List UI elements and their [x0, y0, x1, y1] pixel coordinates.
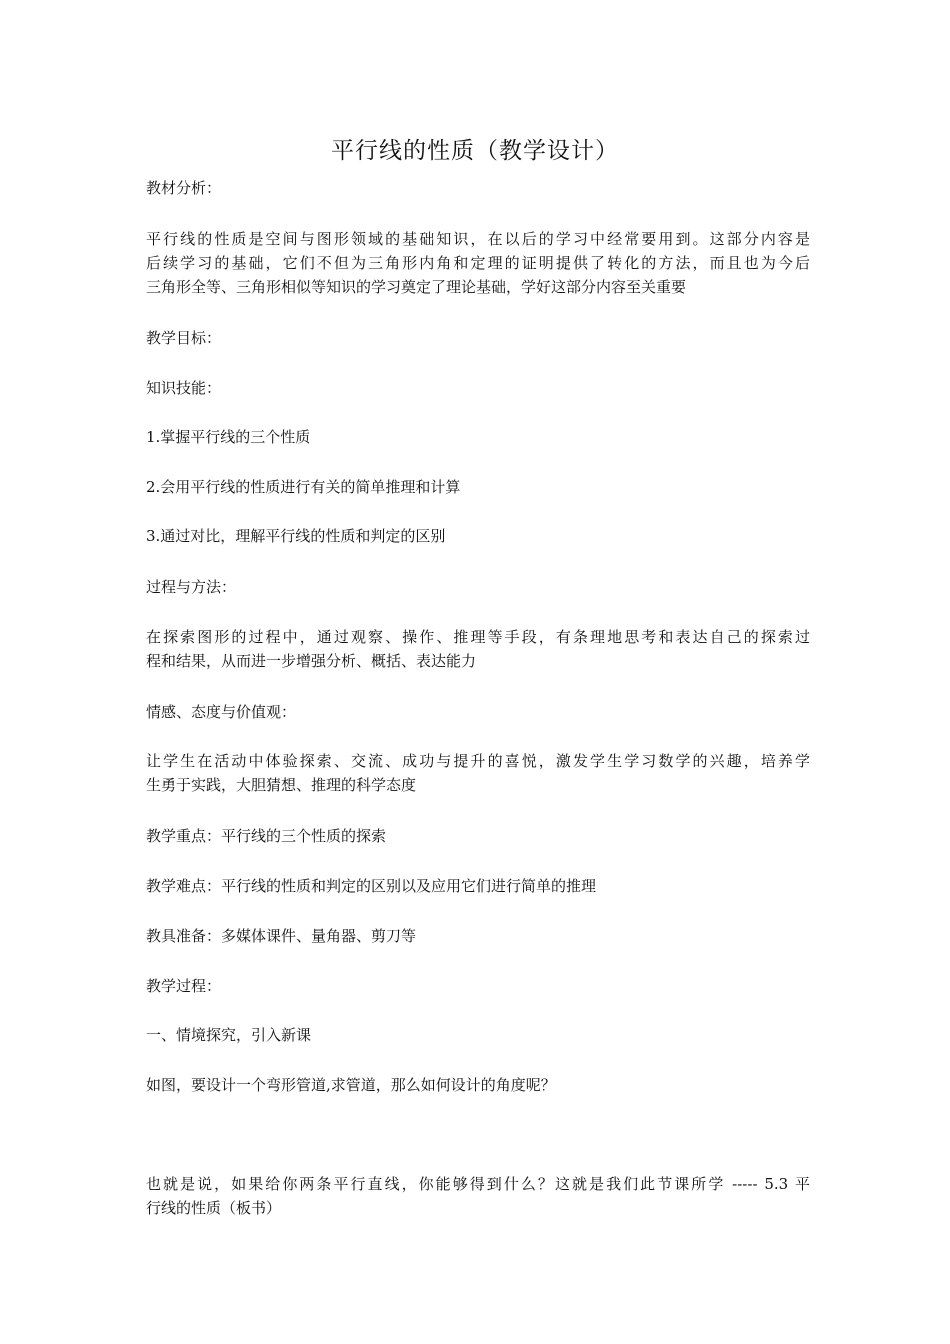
heading-teaching-goals: 教学目标： — [146, 329, 222, 347]
heading-textbook-analysis: 教材分析： — [146, 179, 222, 197]
paragraph-line: 也就是说，如果给你两条平行直线，你能够得到什么？这就是我们此节课所学 ----- 5.3 平 — [146, 1175, 810, 1193]
teaching-key-point: 教学重点：平行线的三个性质的探索 — [146, 827, 387, 845]
paragraph-line: 让学生在活动中体验探索、交流、成功与提升的喜悦，激发学生学习数学的兴趣，培养学 — [146, 752, 810, 770]
paragraph-line: 平行线的性质是空间与图形领域的基础知识，在以后的学习中经常要用到。这部分内容是 — [146, 230, 810, 248]
paragraph-line: 三角形全等、三角形相似等知识的学习奠定了理论基础，学好这部分内容至关重要 — [146, 278, 687, 296]
list-item: 3.通过对比，理解平行线的性质和判定的区别 — [146, 527, 446, 545]
paragraph-line: 生勇于实践，大胆猜想、推理的科学态度 — [146, 776, 417, 794]
heading-teaching-process: 教学过程： — [146, 977, 222, 995]
paragraph-line: 程和结果，从而进一步增强分析、概括、表达能力 — [146, 652, 477, 670]
list-item: 1.掌握平行线的三个性质 — [146, 428, 311, 446]
paragraph-line: 后续学习的基础，它们不但为三角形内角和定理的证明提供了转化的方法，而且也为今后 — [146, 254, 810, 272]
heading-knowledge-skills: 知识技能： — [146, 379, 222, 397]
document-title: 平行线的性质（教学设计） — [331, 138, 619, 164]
teaching-difficulty: 教学难点：平行线的性质和判定的区别以及应用它们进行简单的推理 — [146, 877, 597, 895]
teaching-materials: 教具准备：多媒体课件、量角器、剪刀等 — [146, 927, 417, 945]
paragraph-line: 如图，要设计一个弯形管道,求管道，那么如何设计的角度呢？ — [146, 1076, 556, 1094]
paragraph-line: 行线的性质（板书） — [146, 1199, 282, 1217]
heading-process-methods: 过程与方法： — [146, 578, 237, 596]
heading-emotion-attitude-values: 情感、态度与价值观： — [146, 703, 297, 721]
section-heading: 一、情境探究，引入新课 — [146, 1026, 312, 1044]
list-item: 2.会用平行线的性质进行有关的简单推理和计算 — [146, 478, 461, 496]
paragraph-line: 在探索图形的过程中，通过观察、操作、推理等手段，有条理地思考和表达自己的探索过 — [146, 628, 810, 646]
